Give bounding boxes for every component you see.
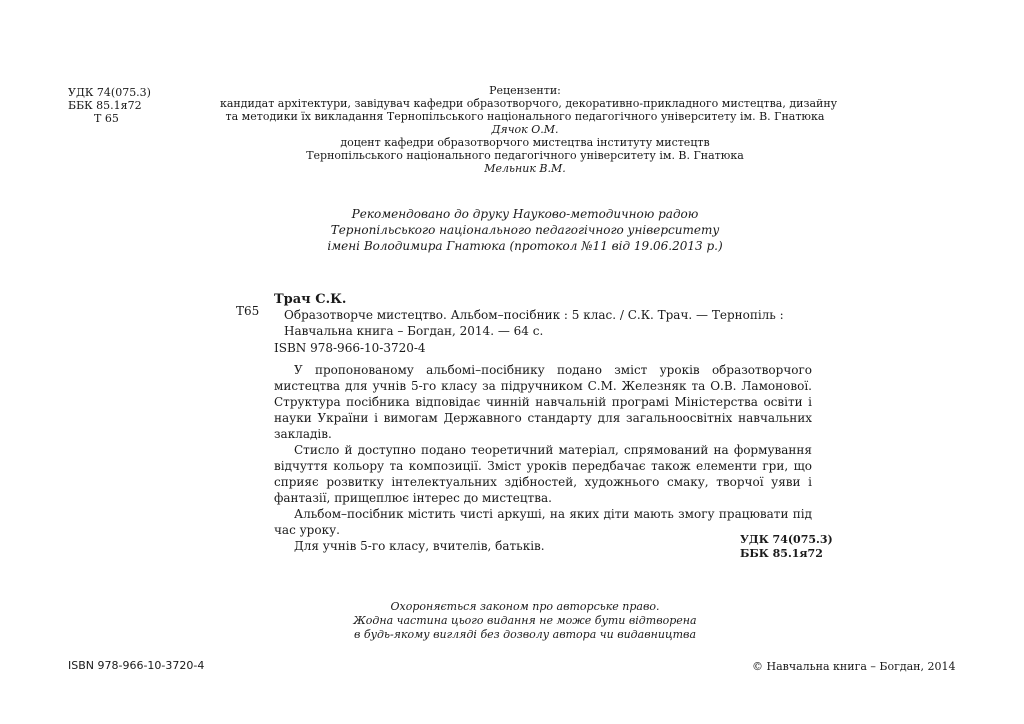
footer-isbn: ISBN 978-966-10-3720-4	[68, 659, 205, 672]
book-author: Трач С.К.	[274, 292, 347, 307]
udk-code: УДК 74(075.3)	[740, 533, 833, 546]
author-mark: Т 65	[94, 112, 119, 125]
copyright-notice	[300, 600, 750, 642]
recommendation-line: Тернопільського національного педагогічного університету	[330, 223, 720, 237]
reviewer-name: Дячок О.М.	[491, 123, 559, 136]
copyright-notice-line: в будь-якому вигляді без дозволу автора чи видавництва	[353, 628, 697, 641]
annotation-paragraph: Для учнів 5-го класу, вчителів, батьків.	[294, 539, 545, 553]
bibliography-block	[274, 292, 794, 339]
reviewer-line: доцент кафедри образотворчого мистецтва інституту мистецтв	[340, 136, 710, 149]
reviewer-name: Мельник В.М.	[484, 162, 566, 175]
book-description-line: Навчальна книга – Богдан, 2014. — 64 с.	[284, 324, 544, 338]
reviewer-line: та методики їх викладання Тернопільського національного педагогічного університету ім. В. Гнатюка	[225, 110, 825, 123]
classification-block	[68, 86, 158, 125]
bibliography-code: Т65	[236, 304, 260, 318]
book-description-line: Образотворче мистецтво. Альбом–посібник : 5 клас. / С.К. Трач. — Тернопіль :	[284, 308, 784, 322]
annotation-block	[274, 362, 812, 554]
bottom-classification-block	[740, 533, 850, 561]
bibliography-isbn: ISBN 978-966-10-3720-4	[274, 341, 426, 355]
publisher-copyright: © Навчальна книга – Богдан, 2014	[752, 660, 956, 673]
copyright-notice-line: Жодна частина цього видання не може бути відтворена	[353, 614, 697, 627]
udk-code: УДК 74(075.3)	[68, 86, 151, 99]
bbk-code: ББК 85.1я72	[740, 547, 823, 560]
annotation-paragraph: У пропонованому альбомі–посібнику подано зміст уроків образотворчого мистецтва для учнів 5-го класу за підручником С.М. Железняк та О.В. Ламонової. Структура посібника відповідає чинній навчальній програмі Міністерства освіти і науки України і вимогам Державного стандарту для загальноосвітніх навчальних закладів.	[274, 363, 812, 441]
recommendation-line: Рекомендовано до друку Науково-методичною радою	[351, 207, 699, 221]
recommendation-line: імені Володимира Гнатюка (протокол №11 від 19.06.2013 р.)	[327, 239, 723, 253]
reviewers-block	[220, 84, 838, 175]
annotation-paragraph: Альбом–посібник містить чисті аркуші, на яких діти мають змогу працювати під час уроку.	[274, 507, 812, 537]
copyright-notice-line: Охороняється законом про авторське право.	[390, 600, 660, 613]
reviewers-heading: Рецензенти:	[489, 84, 561, 97]
reviewer-line: кандидат архітектури, завідувач кафедри образотворчого, декоративно-прикладного мистецтва, дизайну	[220, 97, 838, 110]
annotation-paragraph: Стисло й доступно подано теоретичний матеріал, спрямований на формування відчуття кольору та композиції. Зміст уроків передбачає також елементи гри, що сприяє розвитку інтелектуальних здібностей, художнього смаку, творчої уяви і фантазії, прищеплює інтерес до мистецтва.	[274, 443, 812, 505]
bbk-code: ББК 85.1я72	[68, 99, 142, 112]
reviewer-line: Тернопільського національного педагогічного університету ім. В. Гнатюка	[306, 149, 744, 162]
recommendation-block	[320, 206, 730, 254]
